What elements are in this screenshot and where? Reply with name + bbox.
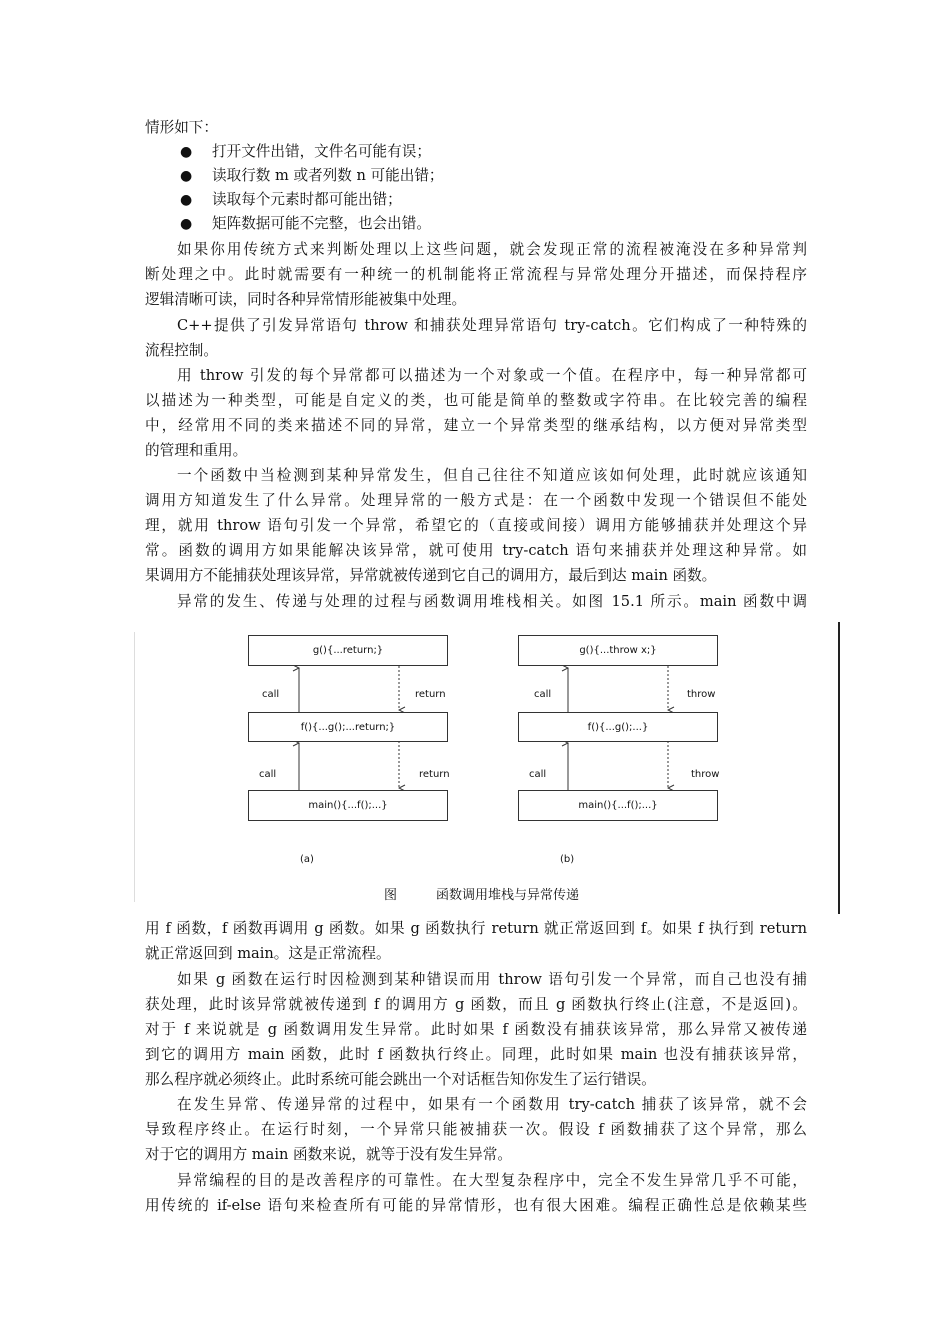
- paragraph-line: 异常的发生、传递与处理的过程与函数调用堆栈相关。如图 15.1 所示。main 函数中调: [177, 593, 807, 610]
- sublabel-b: (b): [560, 854, 575, 865]
- paragraph-line: C++提供了引发异常语句 throw 和捕获处理异常语句 try-catch。它们构成了一种特殊的: [177, 317, 807, 334]
- bullet-item: 打开文件出错，文件名可能有误；: [212, 143, 431, 160]
- paragraph-line: 用 throw 引发的每个异常都可以描述为一个对象或一个值。在程序中，每一种异常都可: [177, 367, 807, 384]
- sublabel-a: (a): [300, 854, 314, 865]
- figure-caption: 函数调用堆栈与异常传递: [436, 888, 580, 903]
- paragraph-line: 对于它的调用方 main 函数来说，就等于没有发生异常。: [145, 1146, 512, 1163]
- bullet-item: 读取每个元素时都可能出错；: [212, 191, 402, 208]
- paragraph-line: 在发生异常、传递异常的过程中，如果有一个函数用 try-catch 捕获了该异常，就不会: [177, 1096, 807, 1113]
- f-box-b: f(){...g();...}: [518, 712, 718, 742]
- paragraph-line: 流程控制。: [145, 342, 218, 359]
- paragraph-line: 中，经常用不同的类来描述不同的异常，建立一个异常类型的继承结构，以方便对异常类型: [145, 417, 807, 434]
- paragraph-line: 导致程序终止。在运行时刻，一个异常只能被捕获一次。假设 f 函数捕获了这个异常，那么: [145, 1121, 807, 1138]
- figure-15-1: [134, 622, 842, 914]
- figure-caption-prefix: 图: [384, 888, 398, 903]
- bullet-item: 矩阵数据可能不完整，也会出错。: [212, 215, 431, 232]
- paragraph-line: 一个函数中当检测到某种异常发生，但自己往往不知道应该如何处理，此时就应该通知: [177, 467, 807, 484]
- throw-label: throw: [691, 769, 720, 780]
- paragraph-line: 如果你用传统方式来判断处理以上这些问题，就会发现正常的流程被淹没在多种异常判: [177, 241, 807, 258]
- paragraph-line: 用 f 函数，f 函数再调用 g 函数。如果 g 函数执行 return 就正常返回到 f。如果 f 执行到 return: [145, 920, 807, 937]
- paragraph-line: 那么程序就必须终止。此时系统可能会跳出一个对话框告知你发生了运行错误。: [145, 1071, 656, 1088]
- paragraph-line: 调用方知道发生了什么异常。处理异常的一般方式是：在一个函数中发现一个错误但不能处: [145, 492, 807, 509]
- paragraph-line: 理，就用 throw 语句引发一个异常，希望它的（直接或间接）调用方能够捕获并处理这个异: [145, 517, 807, 534]
- bullet-item: 读取行数 m 或者列数 n 可能出错；: [212, 167, 444, 184]
- paragraph-line: 以描述为一种类型，可能是自定义的类，也可能是简单的整数或字符串。在比较完善的编程: [145, 392, 807, 409]
- paragraph-line: 异常编程的目的是改善程序的可靠性。在大型复杂程序中，完全不发生异常几乎不可能，: [177, 1172, 807, 1189]
- call-label: call: [534, 689, 552, 700]
- paragraph-line: 逻辑清晰可读，同时各种异常情形能被集中处理。: [145, 291, 467, 308]
- paragraph-line: 对于 f 来说就是 g 函数调用发生异常。此时如果 f 函数没有捕获该异常，那么异常又被传递: [145, 1021, 807, 1038]
- g-box-a: g(){...return;}: [248, 635, 448, 666]
- bullet-icon: ●: [180, 168, 193, 184]
- paragraph-line: 到它的调用方 main 函数，此时 f 函数执行终止。同理，此时如果 main 也没有捕获该异常，: [145, 1046, 807, 1063]
- figure-arrows: [134, 622, 842, 914]
- main-box-a: main(){...f();...}: [248, 790, 448, 821]
- paragraph-line: 如果 g 函数在运行时因检测到某种错误而用 throw 语句引发一个异常，而自己也没有捕: [177, 971, 807, 988]
- bullet-icon: ●: [180, 216, 193, 232]
- paragraph-line: 获处理，此时该异常就被传递到 f 的调用方 g 函数，而且 g 函数执行终止(注意，不是返回)。: [145, 996, 807, 1013]
- paragraph-line: 的管理和重用。: [145, 442, 248, 459]
- paragraph-line: 用传统的 if-else 语句来检查所有可能的异常情形，也有很大困难。编程正确性总是依赖某些: [145, 1197, 807, 1214]
- throw-label: throw: [687, 689, 716, 700]
- bullet-icon: ●: [180, 144, 193, 160]
- call-label: call: [259, 769, 277, 780]
- f-box-a: f(){...g();...return;}: [248, 712, 448, 742]
- g-box-b: g(){...throw x;}: [518, 635, 718, 666]
- return-label: return: [415, 689, 446, 700]
- call-label: call: [262, 689, 280, 700]
- paragraph-line: 常。函数的调用方如果能解决该异常，就可使用 try-catch 语句来捕获并处理这种异常。如: [145, 542, 807, 559]
- paragraph-line: 果调用方不能捕获处理该异常，异常就被传递到它自己的调用方，最后到达 main 函数。: [145, 567, 717, 584]
- call-label: call: [529, 769, 547, 780]
- intro-line: 情形如下：: [145, 119, 218, 136]
- return-label: return: [419, 769, 450, 780]
- main-box-b: main(){...f();...}: [518, 790, 718, 821]
- bullet-icon: ●: [180, 192, 193, 208]
- paragraph-line: 断处理之中。此时就需要有一种统一的机制能将正常流程与异常处理分开描述，而保持程序: [145, 266, 807, 283]
- paragraph-line: 就正常返回到 main。这是正常流程。: [145, 945, 391, 962]
